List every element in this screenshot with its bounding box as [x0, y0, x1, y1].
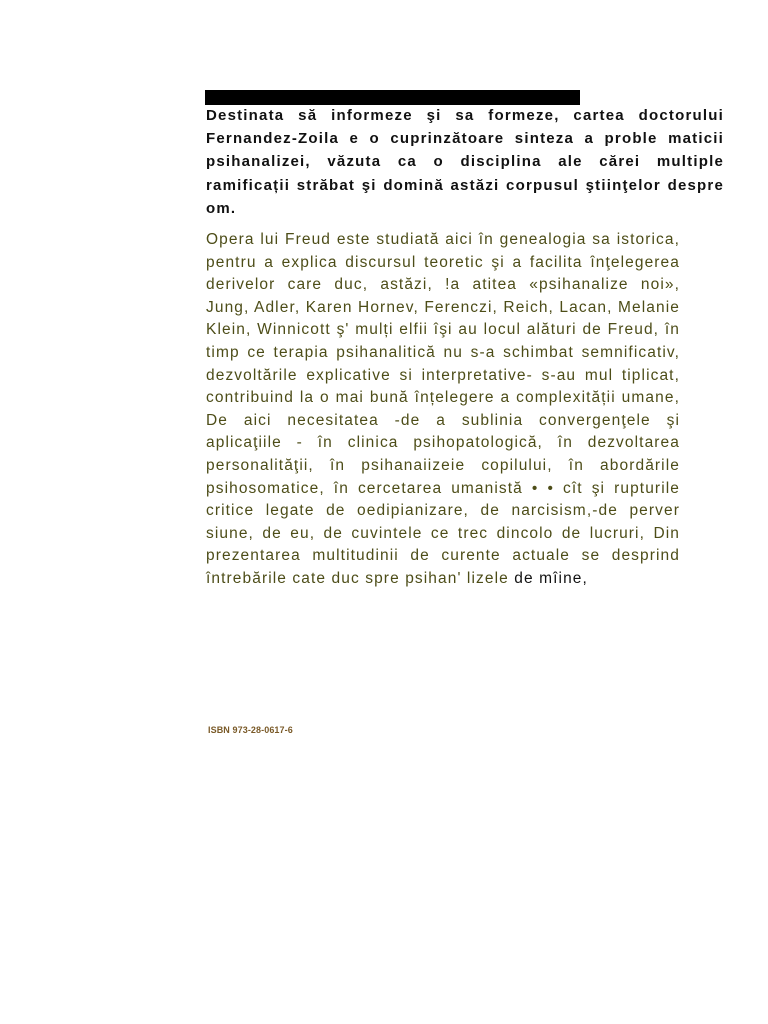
- black-header-bar: [205, 90, 580, 105]
- body-paragraph-text: Opera lui Freud este studiată aici în genealogia sa istorica, pentru a explica discursul teoretic şi a facilita înţelegerea derivelor care duc, astăzi, !a atitea «psihanalize noi», Jung, Adler, Karen Hornev, Ferenczi, Reich, Lacan, Melanie Klein, Winnicott ş' mulți elfii îşi au locul alături de Freud, în timp ce terapia psihanalitică nu s-a schimbat semnificativ, dezvoltările explicative si interpretative- s-au mul tiplicat, contribuind la o mai bună înțelegere a complexității umane, De aici necesitatea -de a sublinia convergenţele şi aplicaţiile - în clinica psihopatologică, în dezvoltarea personalităţii, în psihanaiizeie copilului, în abordările psihosomatice, în cercetarea umanistă • • cît şi rupturile critice legate de oedipianizare, de narcisism,-de perver siune, de eu, de cuvintele ce trec dincolo de lucruri, Din prezentarea multitudinii de curente actuale se desprind întrebările cate duc spre psihan' lizele: [206, 231, 680, 587]
- intro-paragraph: Destinata să informeze şi sa formeze, cartea doctorului Fernandez-Zoila e o cuprinzătoare sinteza a proble maticii psihanalizei, văzuta ca o disciplina ale cărei multiple ramificații străbat şi domină astăzi corpusul ştiinţelor despre om.: [206, 107, 724, 217]
- body-paragraph: [206, 229, 680, 591]
- isbn-label: ISBN 973-28-0617-6: [208, 725, 293, 735]
- body-paragraph-last-line: de mîine,: [514, 569, 588, 587]
